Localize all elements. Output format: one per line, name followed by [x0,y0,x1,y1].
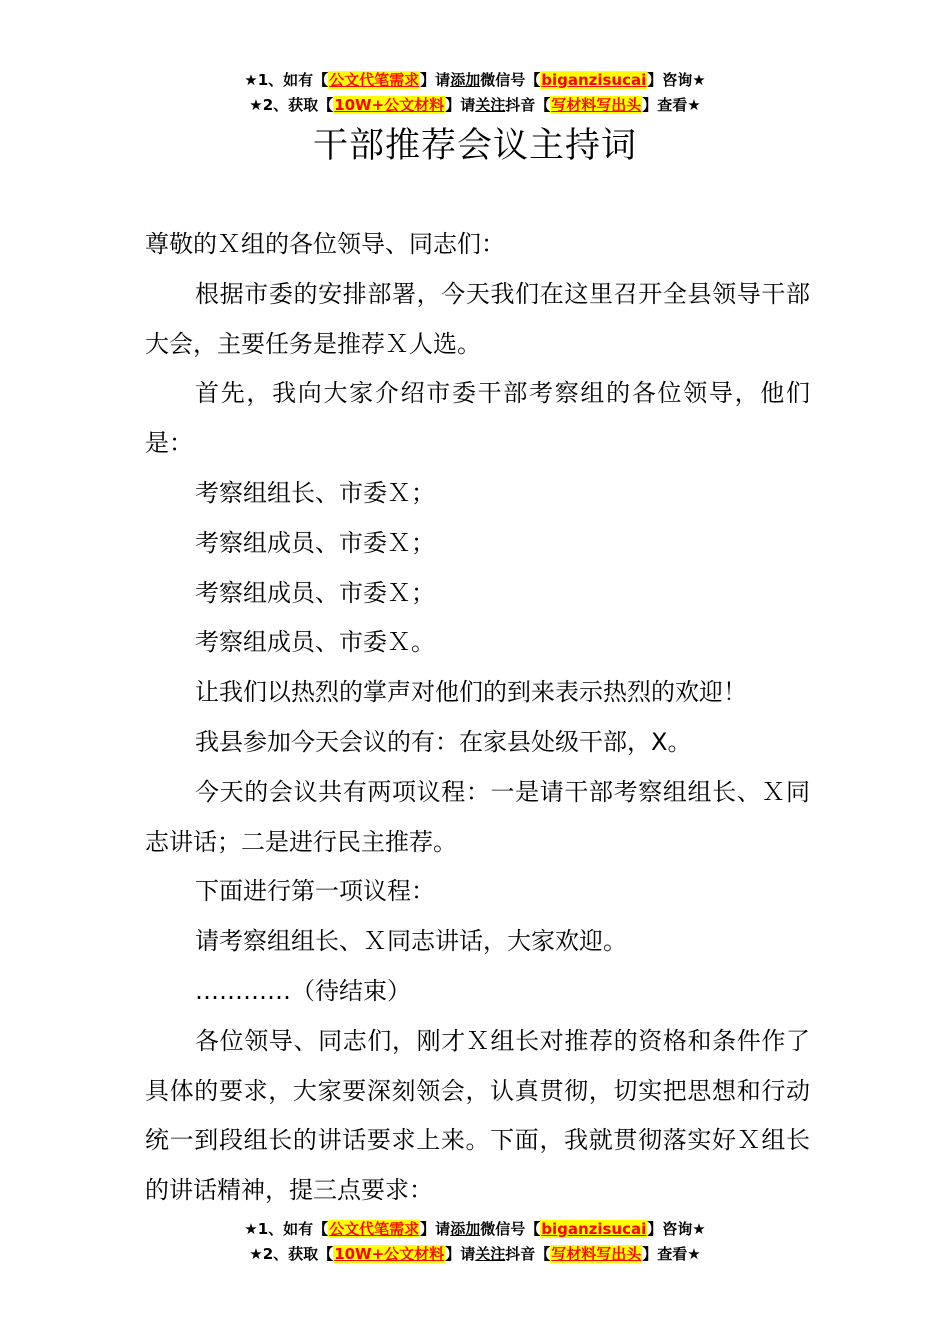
list-item: 考察组成员、市委Ｘ。 [195,628,435,657]
promo-line-2 [0,1242,950,1267]
promo-highlight: 写材料写出头 [551,96,642,114]
promo-highlight: 写材料写出头 [551,1245,642,1263]
promo-underlined-text: 关注 [475,96,506,114]
promo-text: 微信号【 [480,1220,541,1238]
paragraph: …………（待结束） [195,976,411,1005]
promo-text: 抖音【 [505,1245,551,1263]
promo-text: 】请 [445,1245,476,1263]
promo-text: 】请 [445,96,476,114]
promo-highlight: 10W+公文材料 [334,1245,445,1263]
paragraph: 我县参加今天会议的有：在家县处级干部，X。 [195,727,692,756]
promo-underlined-text: 添加 [450,1220,481,1238]
promo-text: ★2、获取【 [249,1245,334,1263]
promo-highlight: 10W+公文材料 [334,96,445,114]
footer-promo [0,1217,950,1267]
promo-text: 】查看★ [642,96,701,114]
promo-text: ★1、如有【 [244,71,329,89]
promo-highlight: 公文代笔需求 [329,71,420,89]
promo-text: 抖音【 [505,96,551,114]
promo-line-1 [0,68,950,93]
promo-text: 】咨询★ [647,71,706,89]
promo-text: 】咨询★ [647,1220,706,1238]
paragraph: 今天的会议共有两项议程：一是请干部考察组组长、Ｘ同志讲话；二是进行民主推荐。 [145,777,810,856]
promo-text: 】请 [420,71,451,89]
paragraph: 下面进行第一项议程： [195,877,435,906]
promo-highlight: biganzisucai [541,71,647,89]
promo-line-1 [0,1217,950,1242]
paragraph: 根据市委的安排部署，今天我们在这里召开全县领导干部大会，主要任务是推荐Ｘ人选。 [145,279,810,358]
paragraph: 请考察组组长、Ｘ同志讲话，大家欢迎。 [195,927,627,956]
promo-text: ★2、获取【 [249,96,334,114]
promo-text: ★1、如有【 [244,1220,329,1238]
paragraph: 各位领导、同志们，刚才Ｘ组长对推荐的资格和条件作了具体的要求，大家要深刻领会，认真贯彻，切实把思想和行动统一到段组长的讲话要求上来。下面，我就贯彻落实好Ｘ组长的讲话精神，提三点要求： [145,1026,810,1205]
promo-highlight: 公文代笔需求 [329,1220,420,1238]
promo-underlined-text: 关注 [475,1245,506,1263]
promo-underlined-text: 添加 [450,71,481,89]
promo-text: 】请 [420,1220,451,1238]
promo-highlight: biganzisucai [541,1220,647,1238]
promo-line-2 [0,93,950,118]
list-item: 考察组组长、市委Ｘ； [195,478,435,507]
paragraph: 让我们以热烈的掌声对他们的到来表示热烈的欢迎！ [195,678,747,707]
promo-text: 】查看★ [642,1245,701,1263]
list-item: 考察组成员、市委Ｘ； [195,578,435,607]
header-promo [0,68,950,118]
document-body [145,220,810,1216]
document-title: 干部推荐会议主持词 [312,126,637,166]
list-item: 考察组成员、市委Ｘ； [195,528,435,557]
paragraph: 首先，我向大家介绍市委干部考察组的各位领导，他们是： [145,379,810,458]
salutation: 尊敬的Ｘ组的各位领导、同志们： [145,230,505,258]
promo-text: 微信号【 [480,71,541,89]
